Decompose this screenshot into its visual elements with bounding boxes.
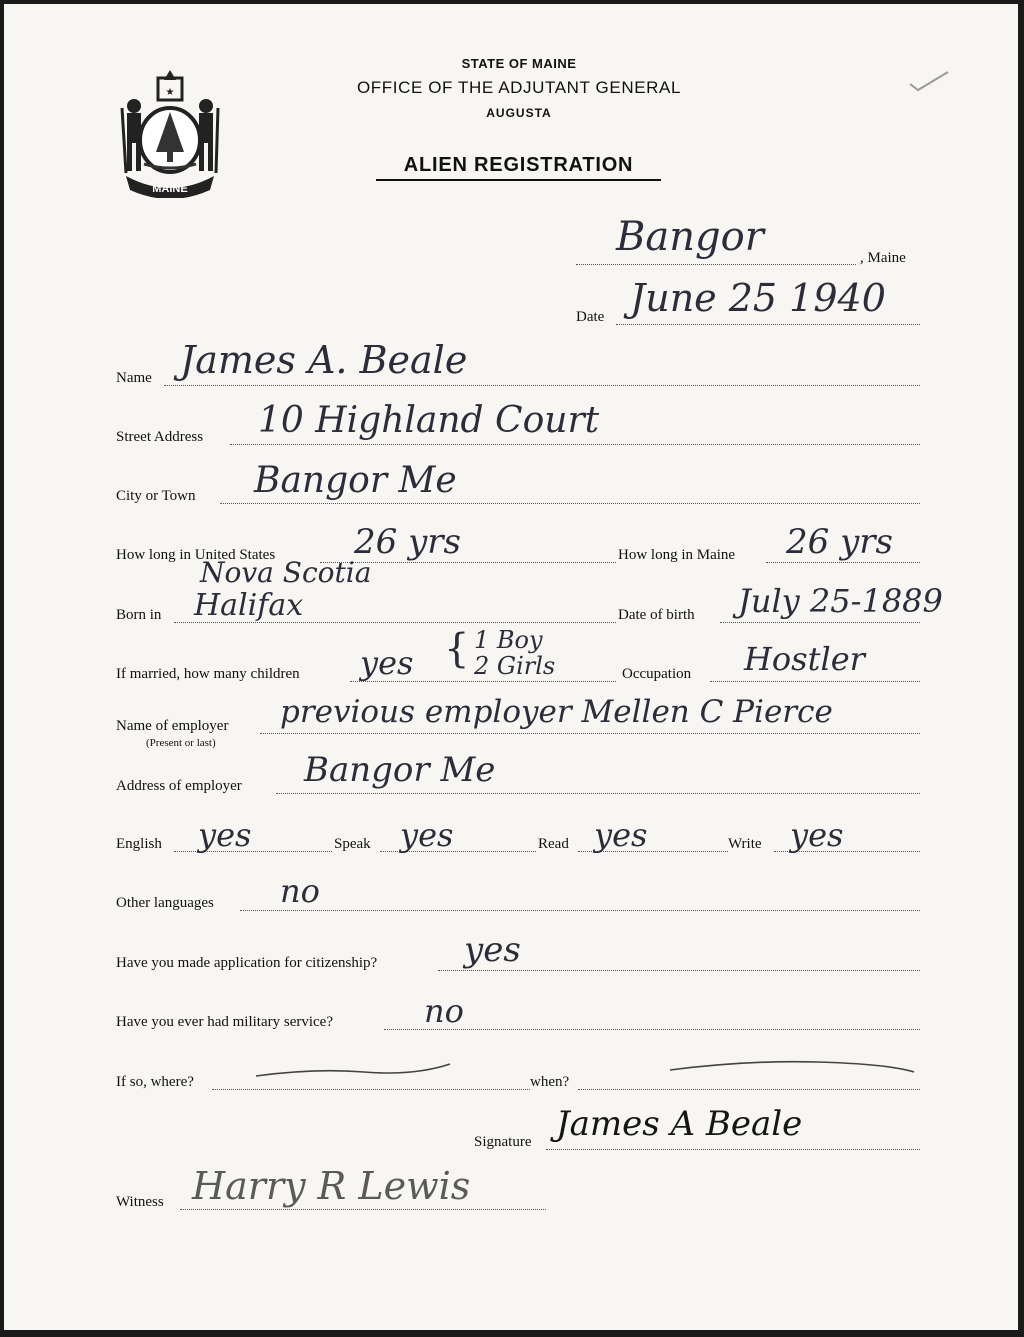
employer-address-line (276, 793, 920, 794)
write-label: Write (728, 836, 762, 852)
children-brace: { (444, 626, 470, 672)
name-line (164, 385, 920, 386)
children-boys-value: 1 Boy (474, 626, 543, 654)
citizenship-line (438, 970, 920, 971)
children-girls-value: 2 Girls (474, 652, 556, 680)
street-value: 10 Highland Court (258, 400, 600, 441)
city-label: City or Town (116, 488, 196, 504)
read-value: yes (594, 816, 648, 854)
occupation-value: Hostler (744, 640, 865, 678)
other-languages-label: Other languages (116, 895, 214, 911)
children-label: If married, how many children (116, 666, 300, 682)
born-in-label: Born in (116, 607, 162, 623)
born-province-value: Nova Scotia (200, 556, 372, 589)
citizenship-value: yes (464, 930, 521, 970)
speak-label: Speak (334, 836, 371, 852)
signature-value: James A Beale (556, 1104, 803, 1144)
place-line (576, 264, 856, 265)
employer-address-value: Bangor Me (304, 750, 496, 790)
how-long-maine-value: 26 yrs (786, 522, 893, 562)
when-dash-scribble (668, 1050, 918, 1080)
city-value: Bangor Me (254, 460, 457, 501)
where-dash-scribble (254, 1058, 454, 1084)
employer-name-value: previous employer Mellen C Pierce (280, 694, 833, 730)
city-line (220, 503, 920, 504)
registration-form-page (4, 4, 1018, 1330)
witness-line (180, 1209, 546, 1210)
employer-name-line (260, 733, 920, 734)
witness-value: Harry R Lewis (192, 1164, 471, 1208)
check-mark-icon (908, 68, 952, 94)
date-of-birth-value: July 25-1889 (738, 582, 943, 620)
military-value: no (424, 992, 464, 1030)
date-line (616, 324, 920, 325)
english-value: yes (198, 816, 252, 854)
employer-name-label: Name of employer (116, 718, 229, 734)
svg-text:★: ★ (165, 87, 175, 98)
maine-label: , Maine (860, 250, 906, 266)
children-married-value: yes (360, 644, 414, 682)
witness-label: Witness (116, 1194, 164, 1210)
name-label: Name (116, 370, 152, 386)
header-office: OFFICE OF THE ADJUTANT GENERAL (356, 78, 682, 97)
place-value: Bangor (616, 214, 764, 260)
military-label: Have you ever had military service? (116, 1014, 333, 1030)
other-languages-value: no (280, 872, 320, 910)
where-line (212, 1089, 530, 1090)
header-state: STATE OF MAINE (461, 56, 577, 71)
how-long-us-label: How long in United States (116, 547, 276, 563)
speak-value: yes (400, 816, 454, 854)
street-line (230, 444, 920, 445)
citizenship-label: Have you made application for citizenship? (116, 955, 378, 971)
date-of-birth-label: Date of birth (618, 607, 695, 623)
occupation-label: Occupation (622, 666, 692, 682)
write-value: yes (790, 816, 844, 854)
signature-line (546, 1149, 920, 1150)
employer-note-label: (Present or last) (146, 737, 216, 749)
date-value: June 25 1940 (630, 276, 886, 320)
other-languages-line (240, 910, 920, 911)
date-label: Date (576, 309, 605, 325)
when-label: when? (530, 1074, 570, 1090)
read-label: Read (538, 836, 569, 852)
date-of-birth-line (720, 622, 920, 623)
signature-label: Signature (474, 1134, 532, 1150)
header-city: AUGUSTA (486, 106, 552, 120)
english-label: English (116, 836, 162, 852)
when-line (578, 1089, 920, 1090)
employer-address-label: Address of employer (116, 778, 242, 794)
how-long-us-value: 26 yrs (354, 522, 461, 562)
born-in-value: Halifax (194, 588, 304, 623)
how-long-maine-label: How long in Maine (618, 547, 736, 563)
military-line (384, 1029, 920, 1030)
seal-ribbon-text: MAINE (152, 183, 188, 195)
street-label: Street Address (116, 429, 204, 445)
name-value: James A. Beale (180, 338, 468, 382)
occupation-line (710, 681, 920, 682)
where-label: If so, where? (116, 1074, 194, 1090)
maine-state-seal-icon (112, 68, 228, 198)
how-long-maine-line (766, 562, 920, 563)
form-title: ALIEN REGISTRATION (376, 154, 661, 181)
